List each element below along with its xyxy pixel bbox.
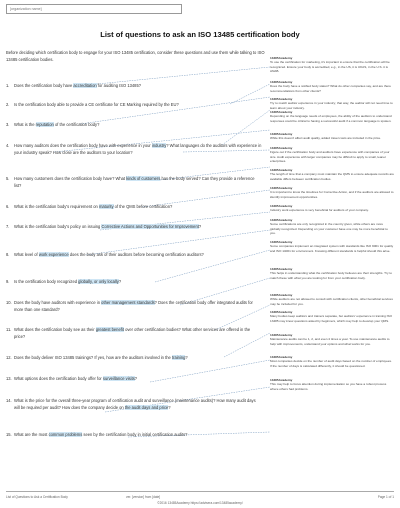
comment-text: Many bodies keep auditors and trainers separate, but auditors' experience in training ISO 13485 may know questions asked by beginners, which may help to develop your QMS. xyxy=(270,314,393,323)
comment-author: 13485Academy xyxy=(270,146,293,150)
footer-page-number: Page 1 of 1 xyxy=(377,495,394,499)
question-number: 12. xyxy=(6,355,12,360)
question-item xyxy=(6,278,262,285)
intro-paragraph: Before deciding which certification body to engage for your ISO 13485 certification, consider these questions and use them while talking to ISO 13485 certification bodies. xyxy=(6,50,265,63)
question-item xyxy=(6,326,262,340)
comment-note xyxy=(270,240,394,253)
footer-document-name: List of Questions to Ask a Certification Body xyxy=(6,495,68,499)
question-text: Does the certification body have xyxy=(14,83,74,88)
question-text: Does the body have auditors with experience in xyxy=(14,300,102,305)
question-text: What level of xyxy=(14,252,39,257)
question-highlight: accreditation xyxy=(73,83,97,88)
question-number: 3. xyxy=(6,122,10,127)
question-text: ? What languages do the auditors with experience in your industry speak? How close are the auditors to your location? xyxy=(14,143,262,156)
comment-text: Does the body have a notified body status? What do other companies say, and are there recommendations from other clients? xyxy=(270,84,392,93)
comment-author: 13485Academy xyxy=(270,56,293,60)
question-text: ? xyxy=(134,376,138,381)
footer-version: ver. [version] from [date] xyxy=(126,495,161,499)
question-number: 2. xyxy=(6,102,10,107)
comment-author: 13485Academy xyxy=(270,218,293,222)
question-text: seen by the certification body in initial certification audits? xyxy=(82,432,188,437)
question-text: does the body ask of their auditors before becoming certification auditors? xyxy=(68,252,204,257)
question-number: 13. xyxy=(6,376,12,381)
comment-text: This helps in understanding what the certification body believes are their strengths. Try to match these with what you are looking for from your certification body. xyxy=(270,271,392,280)
comment-text: To use the certification for marketing, it's important to ensure that the certification will be recognized. Ensure your body is accredited, e.g., in the US, it is UKAS, in the U.S. it is ANAB. xyxy=(270,60,390,73)
question-number: 15. xyxy=(6,432,12,437)
question-number: 5. xyxy=(6,176,10,181)
question-highlight: reputation xyxy=(35,122,54,127)
comment-text: While auditors are not allowed to consult with certification clients, other beneficial services may be included for you. xyxy=(270,297,393,306)
question-item xyxy=(6,101,262,108)
comment-note xyxy=(270,378,394,391)
question-item xyxy=(6,431,262,438)
comment-text: While this doesn't affect audit quality, added travel costs are included in the price. xyxy=(270,136,382,141)
comment-text: The length of time that a company must maintain the QMS to ensure adequate records are available differs between certification bodies. xyxy=(270,172,394,181)
comment-note xyxy=(270,168,394,181)
question-highlight: training xyxy=(171,355,186,360)
comment-note xyxy=(270,218,394,235)
question-item xyxy=(6,175,262,189)
question-item xyxy=(6,375,262,382)
question-highlight: greatest benefit xyxy=(95,327,124,332)
question-text: What is the certification body's requirement on xyxy=(14,204,99,209)
question-text: What does the certification body see as their xyxy=(14,327,96,332)
question-text: ? Does the certification body offer integrated audits for more than one standard? xyxy=(14,300,253,313)
question-item xyxy=(6,82,262,89)
question-highlight: globally, or only locally xyxy=(78,279,119,284)
page-footer xyxy=(6,491,394,506)
comment-author: 13485Academy xyxy=(270,333,293,337)
question-number: 11. xyxy=(6,327,12,332)
comment-note xyxy=(270,110,394,123)
question-number: 7. xyxy=(6,224,10,229)
comment-text: Industry work experience is very beneficial for auditors of your company. xyxy=(270,208,369,213)
comment-author: 13485Academy xyxy=(270,355,293,359)
comment-text: Figure out if the certification body and auditors have experience with companies of your size. Audit experience with larger companies may be difficult to apply to small, leaner enterprises. xyxy=(270,150,390,163)
question-highlight: industry xyxy=(151,143,167,148)
question-text: What are the most xyxy=(14,432,49,437)
question-number: 4. xyxy=(6,143,10,148)
question-text: ? xyxy=(118,279,122,284)
question-text: What is the price for the overall three-year program of certification audit and surveillance (maintenance audits)? How many audit days will be required per audit? How does the company decide on xyxy=(14,398,256,411)
question-number: 8. xyxy=(6,252,10,257)
comment-note xyxy=(270,333,394,346)
comment-author: 13485Academy xyxy=(270,310,293,314)
question-highlight: common problems xyxy=(48,432,83,437)
question-text: has the body served? Can they provide a reference list? xyxy=(14,176,255,189)
comment-text: Some certifications are only recognized in the country given, while others are more globally recognized. Depending on your customer base one may be more beneficial to you. xyxy=(270,222,388,235)
question-number: 1. xyxy=(6,83,10,88)
question-item xyxy=(6,354,262,361)
comment-note xyxy=(270,186,394,199)
question-number: 10. xyxy=(6,300,12,305)
question-highlight: work experience xyxy=(38,252,69,257)
question-text: How many auditors does the certification body have with experience in your xyxy=(14,143,152,148)
question-text: Does the body deliver ISO 13485 trainings? If yes, how are the auditors involved in the xyxy=(14,355,172,360)
question-text: for auditing ISO 13485? xyxy=(96,83,142,88)
comment-text: Most companies decide on the number of audit days based on the number of employees. If the number of days is calculated differently, it should be questioned. xyxy=(270,359,392,368)
question-text: What is the certification body's policy on issuing xyxy=(14,224,102,229)
comment-note xyxy=(270,355,394,368)
comment-text: Some companies implement an integrated system with standards like ISO 9001 for quality and ISO 14001 for environment. Knowing different standards is helpful should this arise. xyxy=(270,244,394,253)
comment-text: Maintenance audits can be 1, 2, and even 4 times a year. To use maintenance audits to help with improvements, understand your options and what works for you. xyxy=(270,337,390,346)
question-text: What options does the certification body offer for xyxy=(14,376,103,381)
question-text: over other certification bodies? What other services are offered in the price? xyxy=(14,327,251,340)
question-text: ? xyxy=(198,224,202,229)
question-text: ? xyxy=(168,405,171,411)
comment-author: 13485Academy xyxy=(270,97,293,101)
comment-author: 13485Academy xyxy=(270,132,293,136)
comment-author: 13485Academy xyxy=(270,110,293,114)
question-text: ? xyxy=(185,355,188,360)
question-item xyxy=(6,121,262,128)
question-number: 14. xyxy=(6,398,12,403)
comment-text: It is important to know the timelines for Corrective Action, and if the auditors are allowed to identify improvement opportunities. xyxy=(270,190,394,199)
comment-note xyxy=(270,80,394,93)
question-item xyxy=(6,223,262,230)
question-text: of the QMS before certification? xyxy=(113,204,173,209)
comment-text: Try to match auditor experience in your industry; that way, the auditor will not need time to learn about your industry. xyxy=(270,101,393,110)
question-number: 6. xyxy=(6,204,10,209)
comment-note xyxy=(270,97,394,110)
question-highlight: other management standards xyxy=(101,300,155,305)
question-item xyxy=(6,203,262,210)
question-highlight: surveillance visits xyxy=(102,376,135,381)
question-text: How many customers does the certification body have? What xyxy=(14,176,127,181)
comment-note xyxy=(270,56,394,73)
question-text: What is the xyxy=(14,122,36,127)
question-item xyxy=(6,299,262,313)
question-text: Is the certification body recognized xyxy=(14,279,79,284)
comment-text: This may help to focus attention during implementation so you have a robust process where others had problems. xyxy=(270,382,387,391)
question-highlight: Corrective Actions and Opportunities for Improvement xyxy=(101,224,199,229)
comment-author: 13485Academy xyxy=(270,186,293,190)
comment-note xyxy=(270,267,394,280)
question-number: 9. xyxy=(6,279,10,284)
comment-note xyxy=(270,146,394,163)
comment-note xyxy=(270,204,394,213)
comment-note xyxy=(270,132,394,141)
comment-author: 13485Academy xyxy=(270,240,293,244)
comment-author: 13485Academy xyxy=(270,378,293,382)
question-highlight: maturity xyxy=(98,204,114,209)
organization-name-field[interactable]: [organization name] xyxy=(6,4,182,14)
comment-note xyxy=(270,310,394,323)
comment-note xyxy=(270,293,394,306)
comment-author: 13485Academy xyxy=(270,168,293,172)
question-text: of the certification body? xyxy=(53,122,100,127)
footer-copyright: ©2016 13485Academy https://advisera.com/13485academy/ xyxy=(157,501,243,505)
comment-author: 13485Academy xyxy=(270,80,293,84)
comment-text: Depending on the language needs of employees, the ability of the auditors to understand responses could be critical to having a successful audit if a common language is spoken. xyxy=(270,114,392,123)
question-item xyxy=(6,142,262,156)
page-title: List of questions to ask an ISO 13485 certification body xyxy=(100,30,300,39)
question-text: Is the certification body able to provide a CE certificate for CE Marking required by the EU? xyxy=(14,102,179,107)
comment-author: 13485Academy xyxy=(270,267,293,271)
comment-author: 13485Academy xyxy=(270,204,293,208)
comment-author: 13485Academy xyxy=(270,293,293,297)
question-item xyxy=(6,251,262,258)
question-highlight: kinds of customers xyxy=(126,176,161,181)
question-highlight: the audit days and price xyxy=(124,405,169,411)
question-item xyxy=(6,397,262,411)
